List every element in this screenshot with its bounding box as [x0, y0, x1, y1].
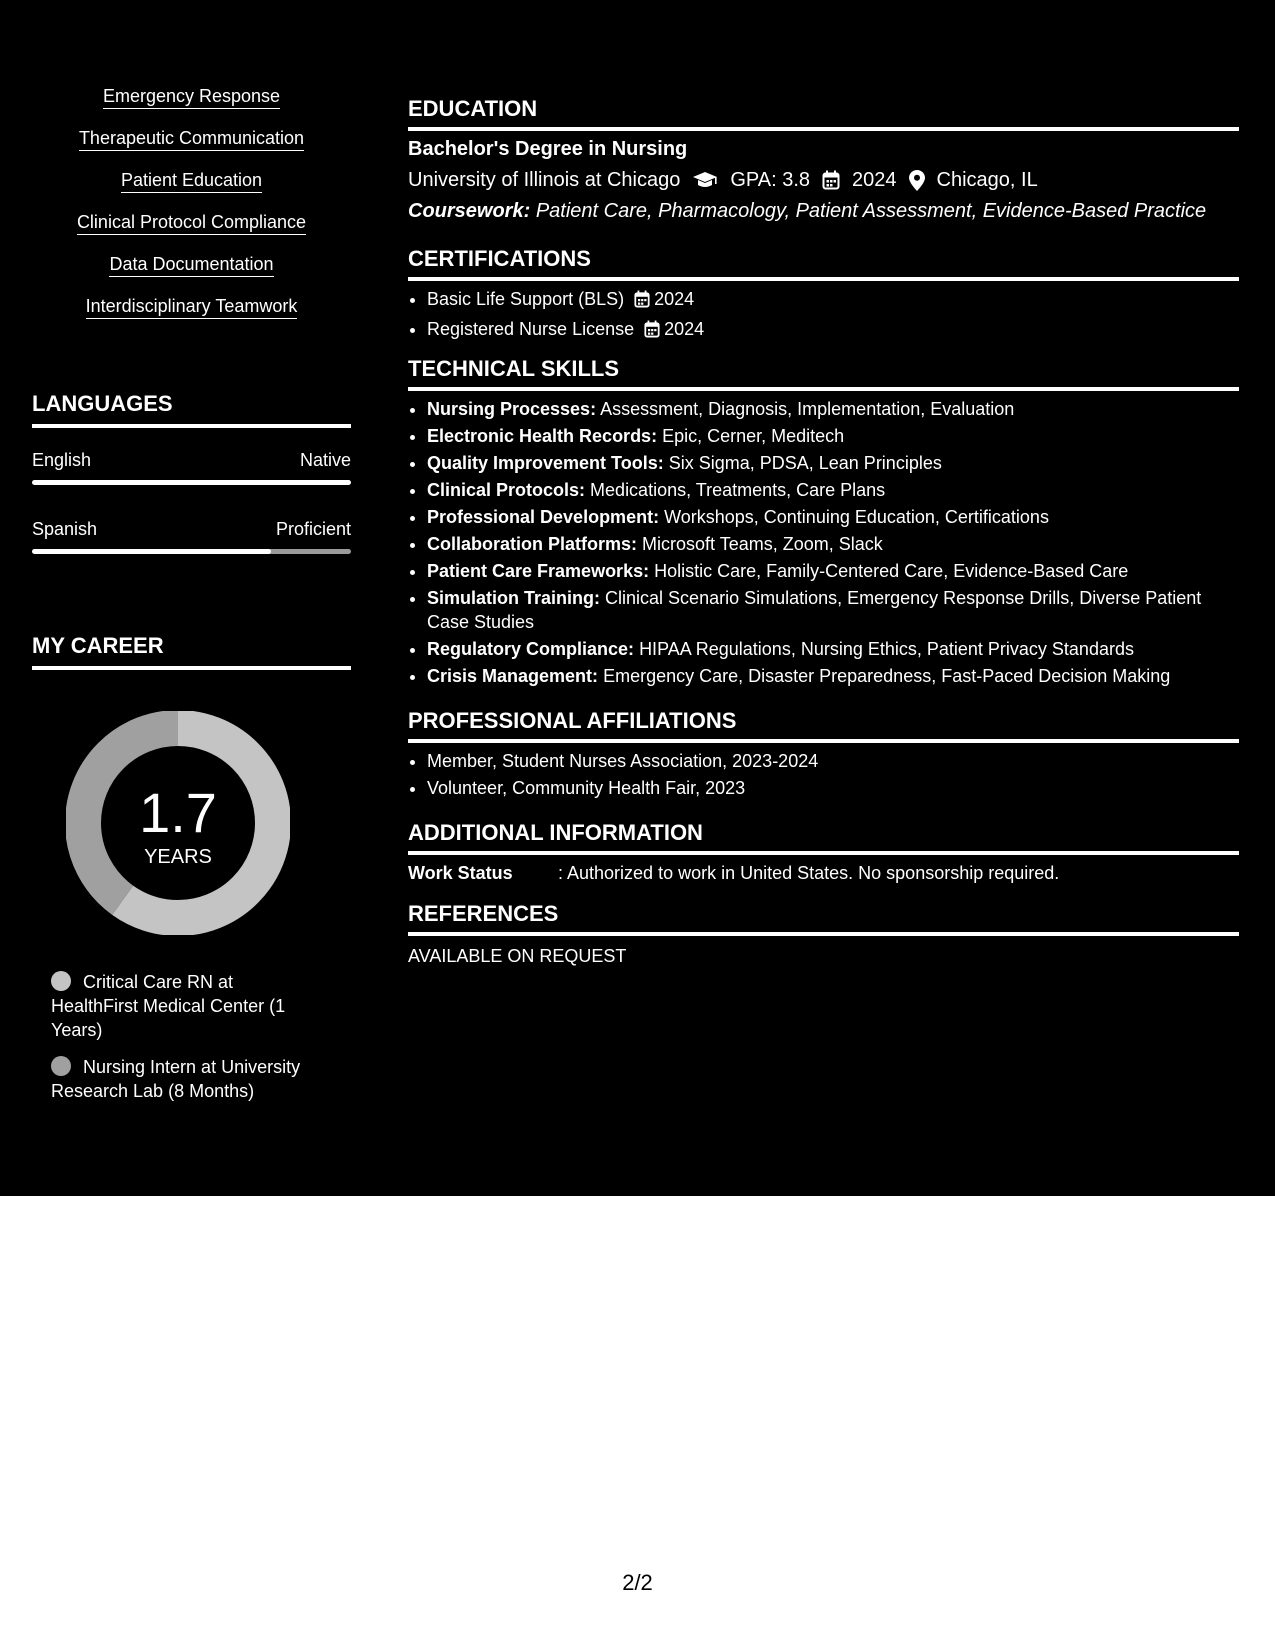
career-legend-item: [51, 1055, 321, 1103]
graduation-cap-icon: [692, 171, 718, 189]
career-total-unit: YEARS: [144, 846, 212, 868]
additional-info-heading: ADDITIONAL INFORMATION: [408, 820, 1239, 855]
education-details: [408, 168, 1239, 192]
career-donut-chart: [66, 711, 290, 935]
language-row: [32, 449, 351, 471]
skill-label: Quality Improvement Tools:: [427, 453, 664, 473]
certification-year: 2024: [664, 319, 705, 339]
career-item-label: Nursing Intern at University Research Lab (8 Months): [51, 1057, 301, 1101]
references-text: AVAILABLE ON REQUEST: [408, 946, 627, 966]
language-row: [32, 518, 351, 540]
skill-item: [427, 559, 1239, 583]
affiliation-item: • Volunteer, Community Health Fair, 2023: [427, 776, 1239, 800]
certification-item: [427, 317, 1239, 344]
technical-skills-list: [408, 397, 1239, 691]
skill-label: Patient Care Frameworks:: [427, 561, 650, 581]
page-number: 2/2: [622, 1570, 653, 1595]
career-legend-item: [51, 970, 321, 1042]
school-name: University of Illinois at Chicago: [408, 169, 681, 191]
education-heading: EDUCATION: [408, 96, 1239, 131]
work-status-value: : Authorized to work in United States. No sponsorship required.: [558, 863, 1060, 883]
legend-dot-icon: [51, 971, 71, 991]
skill-value: Microsoft Teams, Zoom, Slack: [642, 534, 883, 554]
references-heading: REFERENCES: [408, 901, 1239, 936]
work-status-label: Work Status: [408, 863, 513, 883]
certification-year: 2024: [654, 289, 695, 309]
career-total-years: 1.7: [139, 781, 217, 844]
skill-item: [427, 586, 1239, 634]
skill-item: [427, 397, 1239, 421]
skill-label: Electronic Health Records:: [427, 426, 658, 446]
skill-value: Medications, Treatments, Care Plans: [590, 480, 886, 500]
skill-value: Six Sigma, PDSA, Lean Principles: [668, 453, 942, 473]
language-level: Native: [299, 450, 351, 470]
skill-label: Professional Development:: [427, 507, 660, 527]
affiliations-list: [408, 749, 1239, 803]
coursework-label: Coursework:: [408, 200, 531, 222]
affiliations-heading: PROFESSIONAL AFFILIATIONS: [408, 708, 1239, 743]
skill-tag: Patient Education: [121, 170, 262, 193]
career-item-label: Critical Care RN at HealthFirst Medical Center (1 Years): [51, 972, 286, 1040]
languages-heading: LANGUAGES: [32, 391, 351, 428]
skill-label: Regulatory Compliance:: [427, 639, 635, 659]
language-bar-fill: [32, 549, 271, 554]
calendar-icon: [634, 290, 650, 314]
coursework: [408, 199, 1239, 223]
certifications-heading: CERTIFICATIONS: [408, 246, 1239, 281]
skill-value: Workshops, Continuing Education, Certifications: [664, 507, 1049, 527]
skill-value: HIPAA Regulations, Nursing Ethics, Patient Privacy Standards: [639, 639, 1134, 659]
skill-value: Assessment, Diagnosis, Implementation, Evaluation: [600, 399, 1015, 419]
calendar-icon: [644, 320, 660, 344]
gpa: GPA: 3.8: [730, 169, 811, 191]
skill-item: [427, 637, 1239, 661]
skill-value: Holistic Care, Family-Centered Care, Evidence-Based Care: [654, 561, 1129, 581]
skill-label: Clinical Protocols:: [427, 480, 586, 500]
certification-name: Registered Nurse License: [427, 319, 635, 339]
skill-tag: Emergency Response: [103, 86, 280, 109]
skill-label: Nursing Processes:: [427, 399, 597, 419]
skill-item: [427, 664, 1239, 688]
skill-item: [427, 451, 1239, 475]
calendar-icon: [822, 170, 840, 190]
work-status: [408, 862, 1239, 884]
skill-item: [427, 505, 1239, 529]
career-heading: MY CAREER: [32, 633, 351, 670]
skill-item: [427, 532, 1239, 556]
skill-tag: Clinical Protocol Compliance: [77, 212, 306, 235]
certification-item: [427, 287, 1239, 314]
skill-value: Emergency Care, Disaster Preparedness, Fast-Paced Decision Making: [603, 666, 1171, 686]
certification-name: Basic Life Support (BLS): [427, 289, 625, 309]
skill-tag: Data Documentation: [109, 254, 273, 277]
degree-title: Bachelor's Degree in Nursing: [408, 138, 688, 160]
skill-label: Simulation Training:: [427, 588, 601, 608]
language-bar: [32, 549, 351, 554]
affiliation-item: • Member, Student Nurses Association, 2023-2024: [427, 749, 1239, 773]
graduation-year: 2024: [852, 169, 897, 191]
language-bar-fill: [32, 480, 351, 485]
school-location: Chicago, IL: [936, 169, 1038, 191]
skill-label: Crisis Management:: [427, 666, 599, 686]
legend-dot-icon: [51, 1056, 71, 1076]
skill-tag: Interdisciplinary Teamwork: [86, 296, 298, 319]
coursework-value: Patient Care, Pharmacology, Patient Assessment, Evidence-Based Practice: [535, 200, 1207, 222]
language-name: English: [32, 450, 92, 470]
skill-value: Epic, Cerner, Meditech: [662, 426, 845, 446]
language-level: Proficient: [275, 519, 351, 539]
skill-item: [427, 424, 1239, 448]
language-bar: [32, 480, 351, 485]
location-pin-icon: [909, 170, 925, 191]
skill-tags: [32, 86, 351, 338]
skill-label: Collaboration Platforms:: [427, 534, 638, 554]
certifications-list: [408, 287, 1239, 347]
language-name: Spanish: [32, 519, 98, 539]
skill-item: [427, 478, 1239, 502]
career-legend: [51, 970, 321, 1116]
skill-value: Clinical Scenario Simulations, Emergency Response Drills, Diverse Patient Case Studies: [427, 588, 1202, 632]
technical-skills-heading: TECHNICAL SKILLS: [408, 356, 1239, 391]
skill-tag: Therapeutic Communication: [79, 128, 304, 151]
